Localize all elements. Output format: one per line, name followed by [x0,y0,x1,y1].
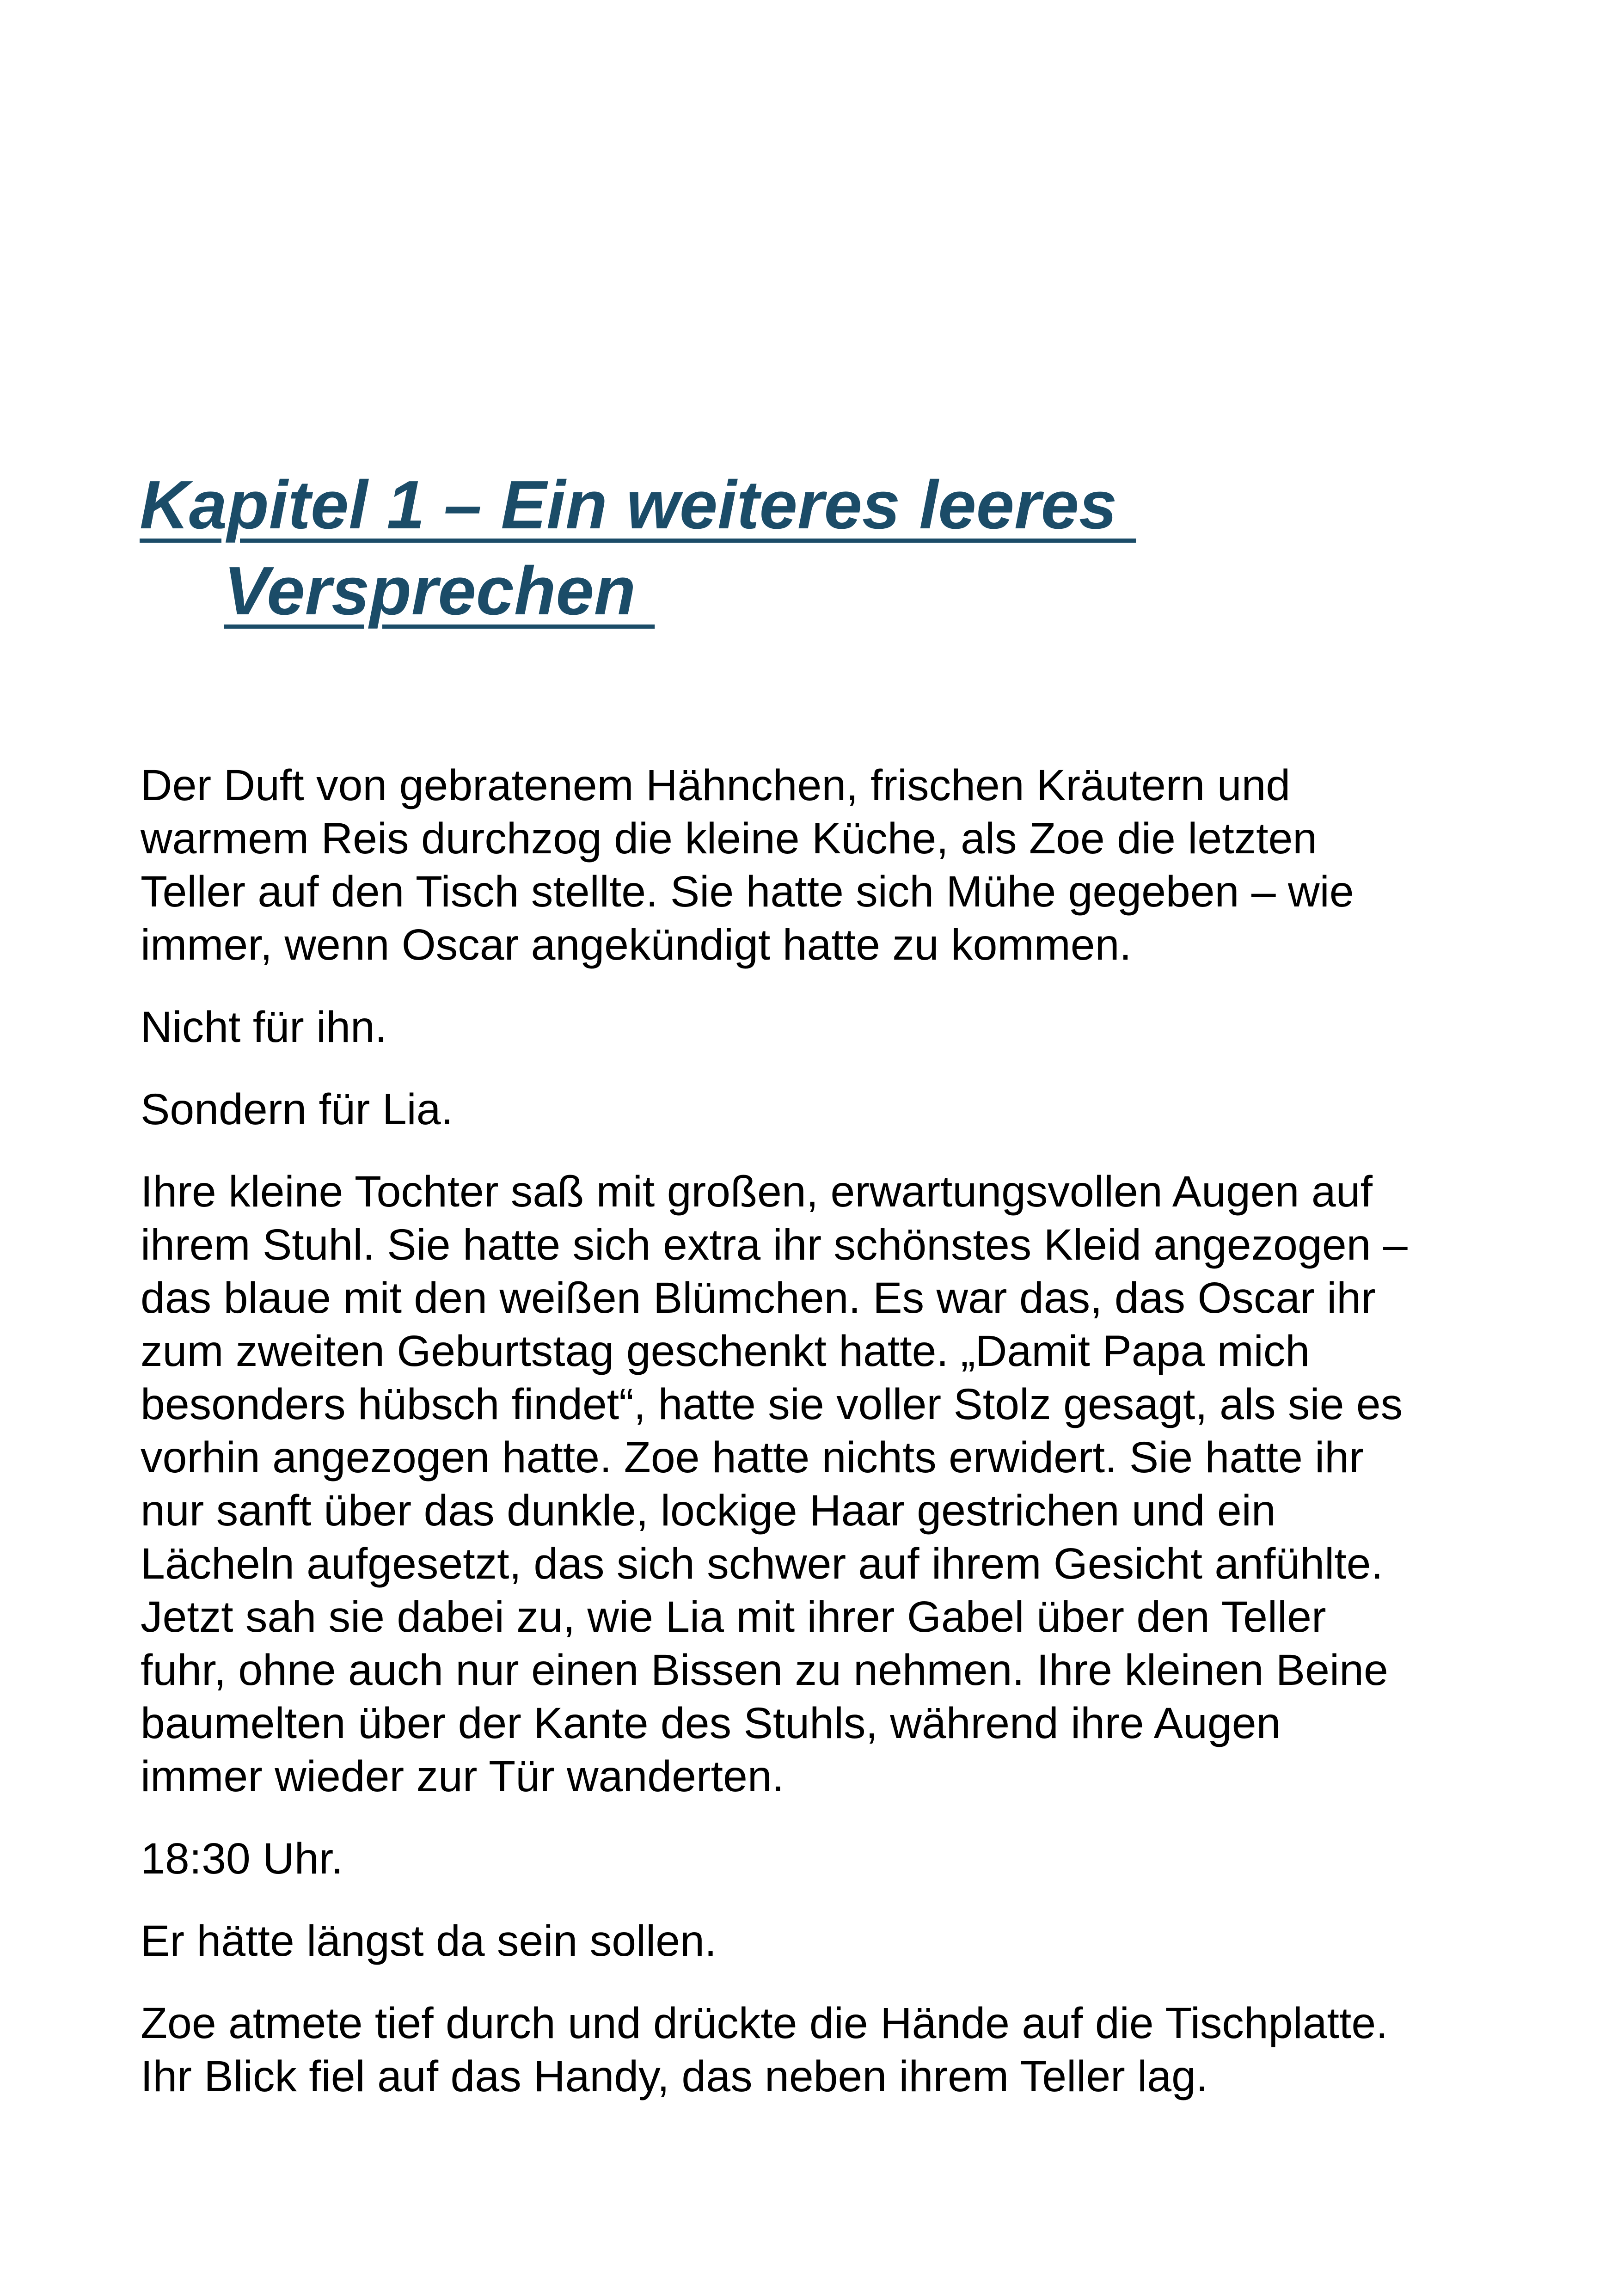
text-line: zum zweiten Geburtstag geschenkt hatte. „Damit Papa mich [141,1327,1310,1376]
paragraph [141,1915,1527,1968]
text-line: ihrem Stuhl. Sie hatte sich extra ihr schönstes Kleid angezogen – [141,1220,1408,1269]
chapter-title [140,462,1526,634]
text-line: Zoe atmete tief durch und drückte die Hände auf die Tischplatte. [141,1999,1388,2048]
paragraph [141,1165,1527,1803]
paragraph [141,1001,1527,1054]
text-line: 18:30 Uhr. [141,1834,343,1883]
text-line: Ihr Blick fiel auf das Handy, das neben ihrem Teller lag. [141,2052,1208,2101]
text-line: Teller auf den Tisch stellte. Sie hatte sich Mühe gegeben – wie [141,867,1354,916]
text-line: immer, wenn Oscar angekündigt hatte zu kommen. [141,920,1132,969]
chapter-title-line-2: Versprechen [224,553,655,629]
text-line: Sondern für Lia. [141,1085,453,1134]
paragraph [141,1997,1527,2103]
chapter-title-line-1: Kapitel 1 – Ein weiteres leeres [140,467,1136,543]
text-line: das blaue mit den weißen Blümchen. Es war das, das Oscar ihr [141,1274,1376,1322]
text-line: Jetzt sah sie dabei zu, wie Lia mit ihrer Gabel über den Teller [141,1592,1326,1641]
text-line: Nicht für ihn. [141,1003,387,1052]
paragraph [141,759,1527,972]
text-line: immer wieder zur Tür wanderten. [141,1752,784,1801]
text-line: Er hätte längst da sein sollen. [141,1916,717,1965]
text-line: Lächeln aufgesetzt, das sich schwer auf ihrem Gesicht anfühlte. [141,1539,1383,1588]
text-line: warmem Reis durchzog die kleine Küche, als Zoe die letzten [141,814,1318,863]
paragraph [141,1083,1527,1136]
text-line: fuhr, ohne auch nur einen Bissen zu nehmen. Ihre kleinen Beine [141,1646,1388,1695]
text-line: Der Duft von gebratenem Hähnchen, frischen Kräutern und [141,761,1291,810]
text-line: vorhin angezogen hatte. Zoe hatte nichts erwidert. Sie hatte ihr [141,1433,1364,1482]
text-line: nur sanft über das dunkle, lockige Haar gestrichen und ein [141,1486,1276,1535]
text-line: Ihre kleine Tochter saß mit großen, erwartungsvollen Augen auf [141,1167,1373,1216]
paragraph [141,1832,1527,1886]
text-line: baumelten über der Kante des Stuhls, während ihre Augen [141,1699,1281,1748]
text-line: besonders hübsch findet“, hatte sie voller Stolz gesagt, als sie es [141,1380,1403,1429]
chapter-body [141,759,1527,2132]
